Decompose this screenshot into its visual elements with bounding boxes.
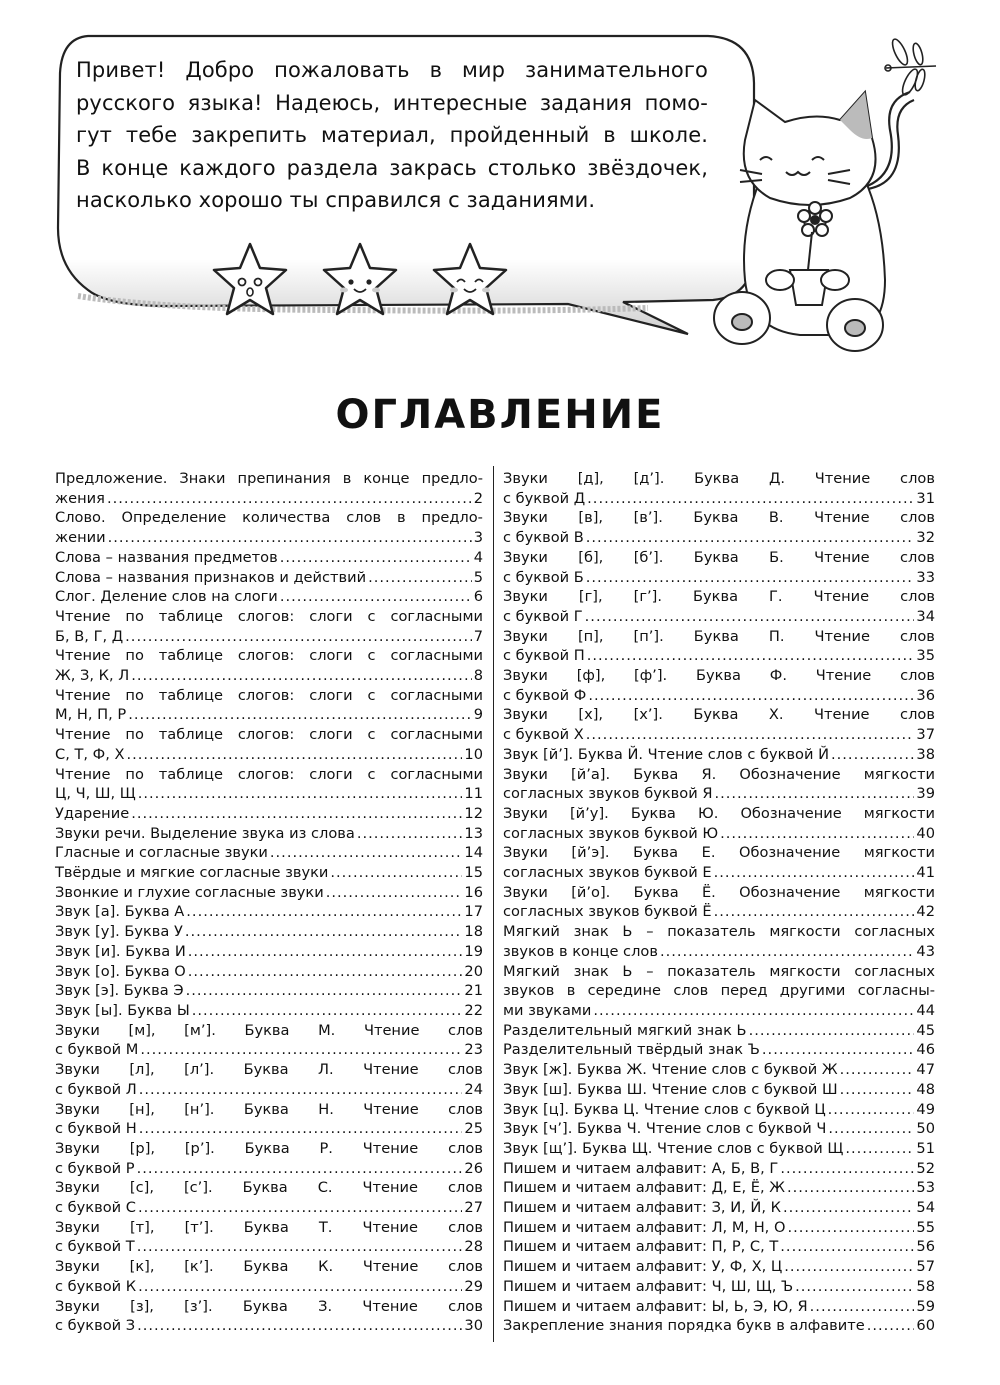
toc-entry-title: М, Н, П, Р ..... 9 — [55, 705, 483, 725]
toc-page-number: 31 — [916, 489, 935, 507]
toc-entry-title: Звук [ж]. Буква Ж. Чтение слов с буквой Ж ..... 47 — [503, 1060, 935, 1080]
toc-entry-line: Звуки [р], [р’]. Буква Р. Чтение слов — [55, 1139, 483, 1157]
toc-entry — [55, 568, 483, 588]
toc-page-number: 47 — [916, 1061, 935, 1079]
leader-dots — [810, 1297, 915, 1317]
toc-page-number: 29 — [464, 1277, 483, 1295]
toc-entry-title: ми звуками ..... 44 — [503, 1001, 935, 1021]
toc-page-number: 9 — [473, 706, 483, 724]
toc-entry-title: Звук [ц]. Буква Ц. Чтение слов с буквой Ц ..... 49 — [503, 1100, 935, 1120]
toc-entry-title: Ударение ..... 12 — [55, 804, 483, 824]
toc-page-number: 39 — [916, 785, 935, 803]
toc-entry — [503, 1040, 935, 1060]
toc-entry — [55, 1178, 483, 1217]
toc-entry-title: жении ..... 3 — [55, 528, 483, 548]
toc-entry-line: Звуки [т], [т’]. Буква Т. Чтение слов — [55, 1218, 483, 1236]
speech-bubble — [48, 28, 768, 348]
toc-entry-line: Звуки [й’а]. Буква Я. Обозначение мягкости — [503, 765, 935, 783]
toc-entry — [503, 1178, 935, 1198]
leader-dots — [125, 627, 472, 647]
toc-page-number: 56 — [916, 1238, 935, 1256]
toc-entry-line: Чтение по таблице слогов: слоги с согласными — [55, 647, 483, 665]
toc-page-number: 26 — [464, 1159, 483, 1177]
toc-entry-line: Звуки [л], [л’]. Буква Л. Чтение слов — [55, 1061, 483, 1079]
leader-dots — [140, 1040, 462, 1060]
toc-entry-line: Звуки [г], [г’]. Буква Г. Чтение слов — [503, 588, 935, 606]
toc-entry — [55, 469, 483, 508]
toc-page-number: 27 — [464, 1199, 483, 1217]
toc-entry-line: Звуки [н], [н’]. Буква Н. Чтение слов — [55, 1100, 483, 1118]
toc-page-number: 11 — [464, 785, 483, 803]
toc-page-number: 59 — [916, 1297, 935, 1315]
leader-dots — [840, 1060, 915, 1080]
toc-entry — [55, 962, 483, 982]
toc-entry — [503, 1218, 935, 1238]
toc-entry-line: Звуки [п], [п’]. Буква П. Чтение слов — [503, 627, 935, 645]
toc-entry-title: Ж, З, К, Л ..... 8 — [55, 666, 483, 686]
toc-entry-title: С, Т, Ф, Х ..... 10 — [55, 745, 483, 765]
toc-page-number: 58 — [916, 1277, 935, 1295]
toc-entry — [55, 824, 483, 844]
toc-page-number: 44 — [916, 1001, 935, 1019]
toc-entry-line: звуков в середине слов перед другими согласны- — [503, 982, 935, 1000]
toc-entry-title: Звук [щ’]. Буква Щ. Чтение слов с буквой Щ ..... 51 — [503, 1139, 935, 1159]
toc-page-number: 55 — [916, 1218, 935, 1236]
toc-entry-title: Звук [у]. Буква У ..... 18 — [55, 922, 483, 942]
toc-page-number: 17 — [464, 903, 483, 921]
toc-entry — [503, 745, 935, 765]
toc-entry-title: с буквой Р ..... 26 — [55, 1159, 483, 1179]
leader-dots — [131, 666, 471, 686]
toc-entry-title: жения ..... 2 — [55, 489, 483, 509]
toc-entry-title: Звук [а]. Буква А ..... 17 — [55, 902, 483, 922]
toc-entry-title: с буквой З ..... 30 — [55, 1316, 483, 1336]
leader-dots — [138, 1277, 462, 1297]
toc-entry-title: с буквой В ..... 32 — [503, 528, 935, 548]
toc-page-number: 30 — [464, 1317, 483, 1335]
leader-dots — [138, 784, 463, 804]
toc-page-number: 53 — [916, 1179, 935, 1197]
toc-entry-title: Разделительный твёрдый знак Ъ ..... 46 — [503, 1040, 935, 1060]
leader-dots — [107, 489, 472, 509]
leader-dots — [749, 1021, 915, 1041]
toc-entry-line: Звуки [ф], [ф’]. Буква Ф. Чтение слов — [503, 667, 935, 685]
toc-page-number: 34 — [916, 607, 935, 625]
leader-dots — [587, 646, 915, 666]
leader-dots — [714, 902, 915, 922]
toc-page-number: 23 — [464, 1041, 483, 1059]
toc-entry-title: Твёрдые и мягкие согласные звуки ..... 15 — [55, 863, 483, 883]
toc-entry-title: согласных звуков буквой Ю ..... 40 — [503, 824, 935, 844]
toc-entry — [503, 962, 935, 1021]
toc-entry — [503, 1119, 935, 1139]
toc-entry-line: Слово. Определение количества слов в предло- — [55, 509, 483, 527]
toc-entry — [503, 1257, 935, 1277]
leader-dots — [762, 1040, 915, 1060]
toc-entry-line: Звуки [х], [х’]. Буква Х. Чтение слов — [503, 706, 935, 724]
toc-page-number: 57 — [916, 1258, 935, 1276]
toc-page-number: 49 — [916, 1100, 935, 1118]
toc-entry — [55, 843, 483, 863]
toc-page-number: 36 — [916, 686, 935, 704]
leader-dots — [137, 1316, 462, 1336]
toc-entry — [55, 646, 483, 685]
toc-entry — [55, 1139, 483, 1178]
toc-page-number: 16 — [464, 883, 483, 901]
toc-entry-line: Звуки [д], [д’]. Буква Д. Чтение слов — [503, 470, 935, 487]
toc-right-column — [503, 469, 935, 1336]
toc-entry-line: Звуки [й’э]. Буква Е. Обозначение мягкости — [503, 844, 935, 862]
toc-entry — [503, 1060, 935, 1080]
toc-page-number: 5 — [473, 568, 483, 586]
toc-entry — [503, 666, 935, 705]
toc-page-number: 7 — [473, 627, 483, 645]
toc-page-number: 18 — [464, 923, 483, 941]
leader-dots — [588, 686, 914, 706]
toc-entry — [55, 1001, 483, 1021]
toc-page-number: 45 — [916, 1021, 935, 1039]
toc-entry — [55, 686, 483, 725]
toc-entry — [55, 922, 483, 942]
toc-entry-line: Звуки [к], [к’]. Буква К. Чтение слов — [55, 1258, 483, 1276]
leader-dots — [845, 1139, 914, 1159]
toc-entry — [55, 883, 483, 903]
toc-entry-line: Звуки [в], [в’]. Буква В. Чтение слов — [503, 509, 935, 527]
leader-dots — [587, 489, 914, 509]
toc-entry-title: с буквой Ф ..... 36 — [503, 686, 935, 706]
toc-entry-title: Закрепление знания порядка букв в алфавите ..... 60 — [503, 1316, 935, 1336]
leader-dots — [137, 1237, 463, 1257]
leader-dots — [867, 1316, 915, 1336]
rating-stars — [208, 238, 518, 318]
toc-page-number: 22 — [464, 1001, 483, 1019]
leader-dots — [593, 1001, 914, 1021]
toc-entry — [503, 469, 935, 508]
toc-entry-title: Пишем и читаем алфавит: Д, Е, Ё, Ж ..... 53 — [503, 1178, 935, 1198]
leader-dots — [186, 902, 462, 922]
toc-entry — [503, 1100, 935, 1120]
toc-page-number: 48 — [916, 1080, 935, 1098]
toc-page-number: 42 — [916, 903, 935, 921]
toc-entry — [55, 765, 483, 804]
toc-entry-title: согласных звуков буквой Я ..... 39 — [503, 784, 935, 804]
toc-entry-line: Мягкий знак Ь – показатель мягкости согласных — [503, 962, 935, 980]
cat-illustration — [700, 30, 960, 360]
toc-page-number: 12 — [464, 804, 483, 822]
intro-line: В конце каждого раздела закрась столько звёздочек, — [76, 155, 708, 180]
leader-dots — [368, 568, 472, 588]
toc-entry-title: Пишем и читаем алфавит: Ы, Ь, Э, Ю, Я ..... 59 — [503, 1297, 935, 1317]
toc-entry-line: Чтение по таблице слогов: слоги с согласными — [55, 726, 483, 744]
toc-entry — [55, 1218, 483, 1257]
toc-entry-line: Звуки [с], [с’]. Буква С. Чтение слов — [55, 1179, 483, 1197]
toc-entry-title: с буквой П ..... 35 — [503, 646, 935, 666]
toc-entry — [55, 1297, 483, 1336]
toc-page-number: 4 — [473, 548, 483, 566]
toc-entry-title: Звук [й’]. Буква Й. Чтение слов с буквой Й ..... 38 — [503, 745, 935, 765]
toc-page-number: 10 — [464, 745, 483, 763]
toc-entry-title: с буквой М ..... 23 — [55, 1040, 483, 1060]
leader-dots — [780, 1159, 914, 1179]
toc-entry — [503, 548, 935, 587]
toc-left-column — [55, 469, 483, 1336]
toc-page-number: 40 — [916, 824, 935, 842]
toc-entry — [55, 607, 483, 646]
leader-dots — [840, 1080, 915, 1100]
toc-entry — [55, 587, 483, 607]
toc-entry — [503, 705, 935, 744]
leader-dots — [188, 942, 463, 962]
toc-page-number: 32 — [916, 529, 935, 547]
leader-dots — [586, 725, 915, 745]
toc-page-number: 6 — [473, 588, 483, 606]
toc-entry — [503, 627, 935, 666]
leader-dots — [127, 745, 463, 765]
toc-entry-title: Пишем и читаем алфавит: У, Ф, Х, Ц ..... 57 — [503, 1257, 935, 1277]
dragonfly-icon — [885, 37, 936, 97]
toc-entry — [55, 981, 483, 1001]
toc-entry-title: Звук [ч’]. Буква Ч. Чтение слов с буквой Ч ..... 50 — [503, 1119, 935, 1139]
toc-entry — [503, 1237, 935, 1257]
leader-dots — [185, 922, 463, 942]
toc-page-number: 52 — [916, 1159, 935, 1177]
toc-page-number: 24 — [464, 1080, 483, 1098]
leader-dots — [586, 528, 915, 548]
toc-page-number: 15 — [464, 864, 483, 882]
star-icon — [434, 244, 506, 314]
toc-page-number: 41 — [916, 864, 935, 882]
toc-entry — [55, 942, 483, 962]
leader-dots — [270, 843, 463, 863]
toc-entry — [503, 843, 935, 882]
toc-page-number: 38 — [916, 745, 935, 763]
intro-text — [76, 54, 708, 217]
leader-dots — [128, 705, 472, 725]
star-icon — [214, 244, 286, 314]
intro-line: насколько хорошо ты справился с заданиями. — [76, 188, 596, 212]
leader-dots — [714, 784, 914, 804]
toc-entry-title: Звонкие и глухие согласные звуки ..... 16 — [55, 883, 483, 903]
toc-entry-title: с буквой Д ..... 31 — [503, 489, 935, 509]
toc-entry — [503, 1139, 935, 1159]
toc-page-number: 54 — [916, 1199, 935, 1217]
leader-dots — [137, 1159, 463, 1179]
toc-entry — [55, 804, 483, 824]
leader-dots — [787, 1218, 914, 1238]
toc-entry-line: Звуки [м], [м’]. Буква М. Чтение слов — [55, 1021, 483, 1039]
leader-dots — [330, 863, 462, 883]
leader-dots — [585, 607, 915, 627]
toc-entry — [503, 1316, 935, 1336]
toc-entry — [55, 1060, 483, 1099]
column-divider — [493, 466, 494, 1342]
toc-entry — [503, 1080, 935, 1100]
toc-page-number: 14 — [464, 844, 483, 862]
toc-entry — [503, 508, 935, 547]
intro-line: русского языка! Надеюсь, интересные задания помо- — [76, 90, 708, 115]
toc-page-number: 13 — [464, 824, 483, 842]
page-title: ОГЛАВЛЕНИЕ — [335, 392, 665, 438]
toc-entry — [55, 508, 483, 547]
toc-entry-title: Пишем и читаем алфавит: А, Б, В, Г ..... 52 — [503, 1159, 935, 1179]
toc-entry-line: Звуки [й’о]. Буква Ё. Обозначение мягкости — [503, 883, 935, 901]
toc-page-number: 51 — [916, 1139, 935, 1157]
toc-entry — [55, 902, 483, 922]
toc-entry — [55, 548, 483, 568]
leader-dots — [783, 1198, 914, 1218]
star-icon — [324, 244, 396, 314]
toc-page-number: 8 — [473, 667, 483, 685]
leader-dots — [586, 568, 915, 588]
toc-entry-title: Звук [и]. Буква И ..... 19 — [55, 942, 483, 962]
toc-entry — [55, 1100, 483, 1139]
leader-dots — [192, 1001, 463, 1021]
toc-entry-title: Пишем и читаем алфавит: З, И, Й, К ..... 54 — [503, 1198, 935, 1218]
intro-line: гут тебе закрепить материал, пройденный в школе. — [76, 123, 708, 147]
leader-dots — [188, 962, 463, 982]
toc-entry — [55, 1021, 483, 1060]
toc-entry-title: Пишем и читаем алфавит: Ч, Ш, Щ, Ъ ..... 58 — [503, 1277, 935, 1297]
toc-page-number: 2 — [473, 489, 483, 507]
toc-entry-title: Слог. Деление слов на слоги ..... 6 — [55, 587, 483, 607]
toc-entry-line: Звуки [й’у]. Буква Ю. Обозначение мягкости — [503, 804, 935, 822]
toc-entry-title: с буквой К ..... 29 — [55, 1277, 483, 1297]
leader-dots — [357, 824, 463, 844]
toc-entry-title: Звук [о]. Буква О ..... 20 — [55, 962, 483, 982]
toc-entry-line: Звуки [з], [з’]. Буква З. Чтение слов — [55, 1297, 483, 1315]
toc-entry-title: с буквой Г ..... 34 — [503, 607, 935, 627]
toc-entry — [503, 883, 935, 922]
toc-page-number: 20 — [464, 962, 483, 980]
toc-page-number: 21 — [464, 982, 483, 1000]
toc-entry — [503, 804, 935, 843]
leader-dots — [139, 1119, 463, 1139]
toc-entry-title: с буквой Х ..... 37 — [503, 725, 935, 745]
toc-entry — [55, 863, 483, 883]
toc-entry-title: Пишем и читаем алфавит: П, Р, С, Т ..... 56 — [503, 1237, 935, 1257]
toc-entry-line: Чтение по таблице слогов: слоги с согласными — [55, 686, 483, 704]
toc-entry-title: Б, В, Г, Д ..... 7 — [55, 627, 483, 647]
toc-page-number: 28 — [464, 1238, 483, 1256]
leader-dots — [795, 1277, 914, 1297]
toc-page-number: 60 — [916, 1317, 935, 1335]
toc-page-number: 43 — [916, 942, 935, 960]
leader-dots — [720, 824, 914, 844]
toc-entry-title: согласных звуков буквой Ё ..... 42 — [503, 902, 935, 922]
toc-page-number: 46 — [916, 1041, 935, 1059]
leader-dots — [280, 548, 472, 568]
leader-dots — [138, 1198, 462, 1218]
toc-entry-line: Чтение по таблице слогов: слоги с согласными — [55, 607, 483, 625]
leader-dots — [139, 1080, 463, 1100]
leader-dots — [714, 863, 915, 883]
toc-entry-title: Звук [ы]. Буква Ы ..... 22 — [55, 1001, 483, 1021]
toc-page-number: 37 — [916, 726, 935, 744]
leader-dots — [660, 942, 914, 962]
toc-entry-line: Чтение по таблице слогов: слоги с согласными — [55, 765, 483, 783]
toc-page-number: 35 — [916, 647, 935, 665]
toc-entry-line: Мягкий знак Ь – показатель мягкости согласных — [503, 923, 935, 941]
toc-entry-title: с буквой С ..... 27 — [55, 1198, 483, 1218]
toc-entry — [503, 1021, 935, 1041]
toc-page-number: 33 — [916, 568, 935, 586]
toc-entry — [503, 765, 935, 804]
toc-page-number: 3 — [473, 529, 483, 547]
leader-dots — [131, 804, 462, 824]
toc-entry — [503, 1297, 935, 1317]
toc-entry — [55, 1257, 483, 1296]
toc-entry-title: Слова – названия предметов ..... 4 — [55, 548, 483, 568]
leader-dots — [780, 1237, 914, 1257]
toc-entry-title: с буквой Н ..... 25 — [55, 1119, 483, 1139]
toc-entry-title: Гласные и согласные звуки ..... 14 — [55, 843, 483, 863]
toc-entry-title: звуков в конце слов ..... 43 — [503, 942, 935, 962]
toc-entry-line: Звуки [б], [б’]. Буква Б. Чтение слов — [503, 548, 935, 566]
leader-dots — [326, 883, 463, 903]
toc-entry-title: Звук [ш]. Буква Ш. Чтение слов с буквой Ш ..... 48 — [503, 1080, 935, 1100]
toc-entry — [503, 1198, 935, 1218]
leader-dots — [831, 745, 914, 765]
toc-entry-title: Звук [э]. Буква Э ..... 21 — [55, 981, 483, 1001]
leader-dots — [784, 1257, 914, 1277]
toc-entry-title: Пишем и читаем алфавит: Л, М, Н, О ..... 55 — [503, 1218, 935, 1238]
leader-dots — [787, 1178, 914, 1198]
toc-entry-title: согласных звуков буквой Е ..... 41 — [503, 863, 935, 883]
toc-page-number: 50 — [916, 1120, 935, 1138]
leader-dots — [828, 1100, 915, 1120]
toc-entry-line: Предложение. Знаки препинания в конце предло- — [55, 470, 483, 487]
leader-dots — [280, 587, 472, 607]
toc-entry — [503, 587, 935, 626]
toc-entry — [503, 922, 935, 961]
leader-dots — [186, 981, 463, 1001]
leader-dots — [828, 1119, 914, 1139]
toc-entry-title: с буквой Т ..... 28 — [55, 1237, 483, 1257]
toc-entry-title: Ц, Ч, Ш, Щ ..... 11 — [55, 784, 483, 804]
toc-entry-title: Разделительный мягкий знак Ь ..... 45 — [503, 1021, 935, 1041]
toc-entry-title: с буквой Б ..... 33 — [503, 568, 935, 588]
toc-page-number: 25 — [464, 1120, 483, 1138]
toc-entry-title: Звуки речи. Выделение звука из слова ..... 13 — [55, 824, 483, 844]
toc-entry-title: Слова – названия признаков и действий ..... 5 — [55, 568, 483, 588]
toc-entry — [503, 1159, 935, 1179]
intro-line: Привет! Добро пожаловать в мир занимательного — [76, 58, 708, 82]
toc-entry — [55, 725, 483, 764]
toc-entry-title: с буквой Л ..... 24 — [55, 1080, 483, 1100]
leader-dots — [108, 528, 472, 548]
toc-entry — [503, 1277, 935, 1297]
toc-page-number: 19 — [464, 942, 483, 960]
